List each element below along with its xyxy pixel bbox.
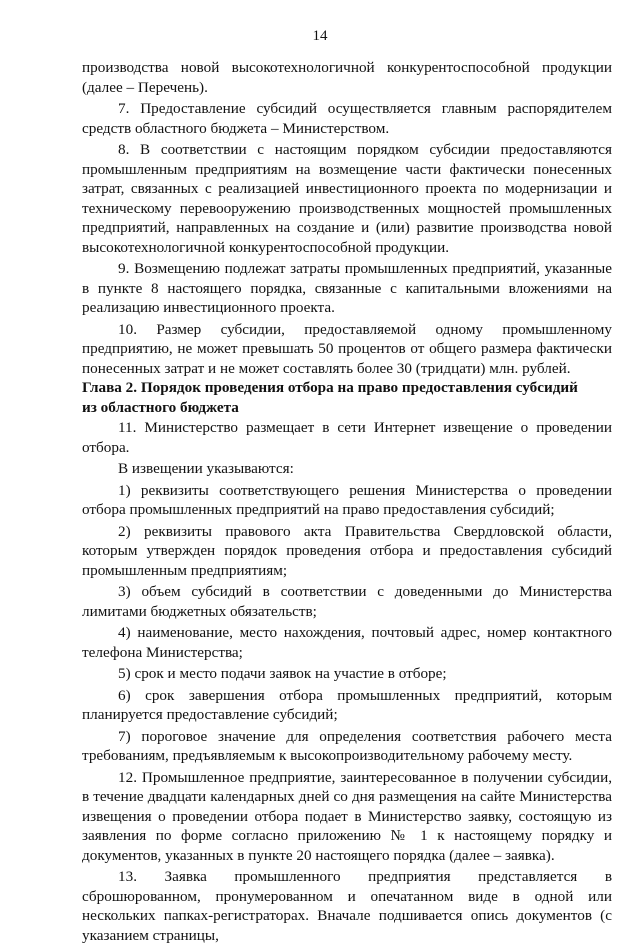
chapter-heading-line-1: Глава 2. Порядок проведения отбора на право предоставления субсидий [82, 379, 578, 396]
paragraph-11: 11. Министерство размещает в сети Интернет извещение о проведении отбора. [82, 419, 612, 456]
paragraph-10: 10. Размер субсидии, предоставляемой одному промышленному предприятию, не может превышать 50 процентов от общего размера фактически понесенных затрат и не может составлять более 30 (тридцати) млн. рублей. [82, 320, 612, 377]
paragraph-13: 13. Заявка промышленного предприятия представляется в сброшюрованном, пронумерованном и опечатанном виде в одной или нескольких папках-регистраторах. Вначале подшивается опись документов (с указанием страницы, [82, 868, 612, 944]
paragraph-8: 8. В соответствии с настоящим порядком субсидии предоставляются промышленным предприятиям на возмещение части фактически понесенных затрат, связанных с реализацией инвестиционного проекта по модернизации и техническому перевооружению производственных мощностей промышленных предприятий, направленных на создание и (или) развитие производства новой высокотехнологичной конкурентоспособной продукции. [82, 141, 612, 256]
paragraph-continuation: производства новой высокотехнологичной конкурентоспособной продукции (далее – Перечень). [82, 59, 612, 96]
page-number: 14 [312, 28, 328, 44]
notice-item-1: 1) реквизиты соответствующего решения Министерства о проведении отбора промышленных предприятий на право предоставления субсидий; [82, 481, 612, 518]
notice-item-7: 7) пороговое значение для определения соответствия рабочего места требованиям, предъявляемым к высокопроизводительному рабочему месту. [82, 727, 612, 764]
notice-intro: В извещении указываются: [118, 460, 294, 477]
chapter-heading-line-2: из областного бюджета [82, 399, 239, 416]
document-body [82, 58, 612, 945]
notice-item-3: 3) объем субсидий в соответствии с доведенными до Министерства лимитами бюджетных обязательств; [82, 583, 612, 620]
notice-item-2: 2) реквизиты правового акта Правительства Свердловской области, которым утвержден порядок проведения отбора и предоставления субсидий промышленным предприятиям; [82, 522, 612, 579]
paragraph-9: 9. Возмещению подлежат затраты промышленных предприятий, указанные в пункте 8 настоящего порядка, связанные с капитальными вложениями на реализацию инвестиционного проекта. [82, 260, 612, 316]
chapter-heading [82, 378, 612, 418]
notice-item-6: 6) срок завершения отбора промышленных предприятий, которым планируется предоставление субсидий; [82, 686, 612, 723]
notice-item-5: 5) срок и место подачи заявок на участие в отборе; [118, 665, 447, 682]
notice-item-4: 4) наименование, место нахождения, почтовый адрес, номер контактного телефона Министерства; [82, 624, 612, 661]
paragraph-12: 12. Промышленное предприятие, заинтересованное в получении субсидии, в течение двадцати календарных дней со дня размещения на сайте Министерства извещения о проведении отбора подает в Министерство заявку, состоящую из заявления по форме согласно приложению № 1 к настоящему порядку и документов, указанных в пункте 20 настоящего порядка (далее – заявка). [82, 768, 612, 864]
paragraph-7: 7. Предоставление субсидий осуществляется главным распорядителем средств областного бюджета – Министерством. [82, 100, 612, 137]
